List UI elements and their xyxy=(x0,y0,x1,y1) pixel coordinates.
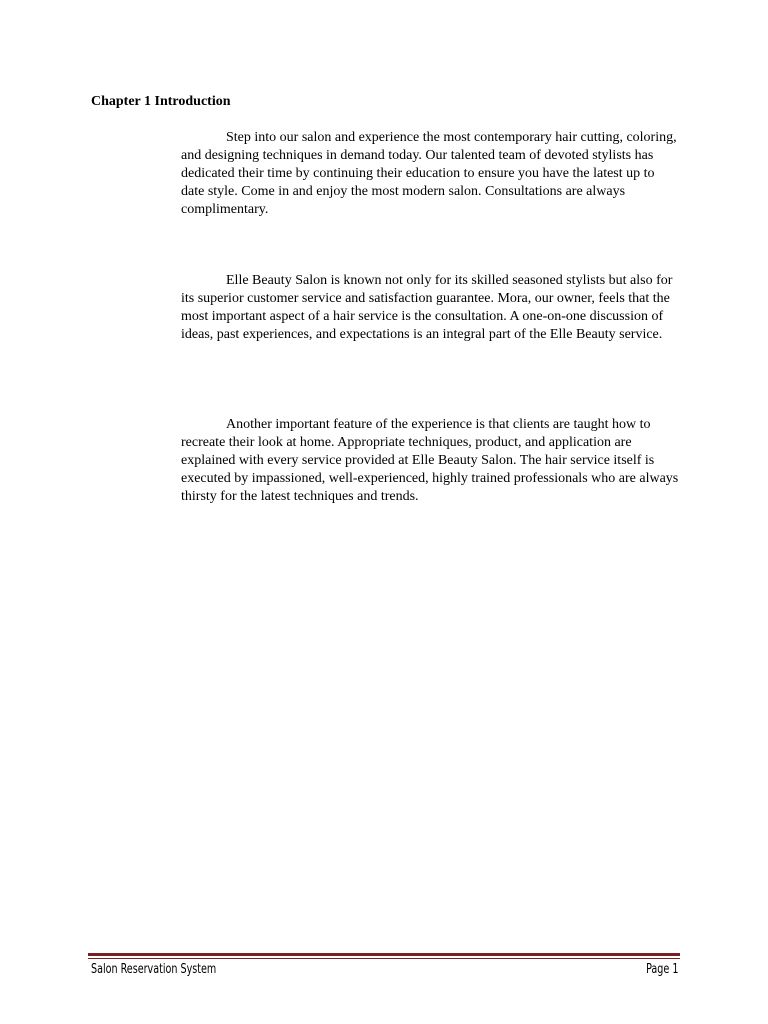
footer-rule-thin xyxy=(88,958,680,959)
footer-page-number: Page 1 xyxy=(645,962,678,977)
intro-paragraph-1: Step into our salon and experience the most contemporary hair cutting, coloring, and designing techniques in demand today. Our talented team of devoted stylists has dedicated their time by continuing their education to ensure you have the latest up to date style. Come in and enjoy the most modern salon. Consultations are always complimentary. xyxy=(181,130,677,218)
intro-paragraph-2: Elle Beauty Salon is known not only for its skilled seasoned stylists but also for its superior customer service and satisfaction guarantee. Mora, our owner, feels that the most important aspect of a hair service is the consultation. A one-on-one discussion of ideas, past experiences, and expectations is an integral part of the Elle Beauty service. xyxy=(181,273,673,343)
footer-document-title: Salon Reservation System xyxy=(91,962,217,977)
intro-paragraph-3: Another important feature of the experience is that clients are taught how to recreate their look at home. Appropriate techniques, product, and application are explained with every service provided at Elle Beauty Salon. The hair service itself is executed by impassioned, well-experienced, highly trained professionals who are always thirsty for the latest techniques and trends. xyxy=(181,417,679,505)
footer-rule-thick xyxy=(88,953,680,956)
chapter-title: Chapter 1 Introduction xyxy=(91,94,231,109)
